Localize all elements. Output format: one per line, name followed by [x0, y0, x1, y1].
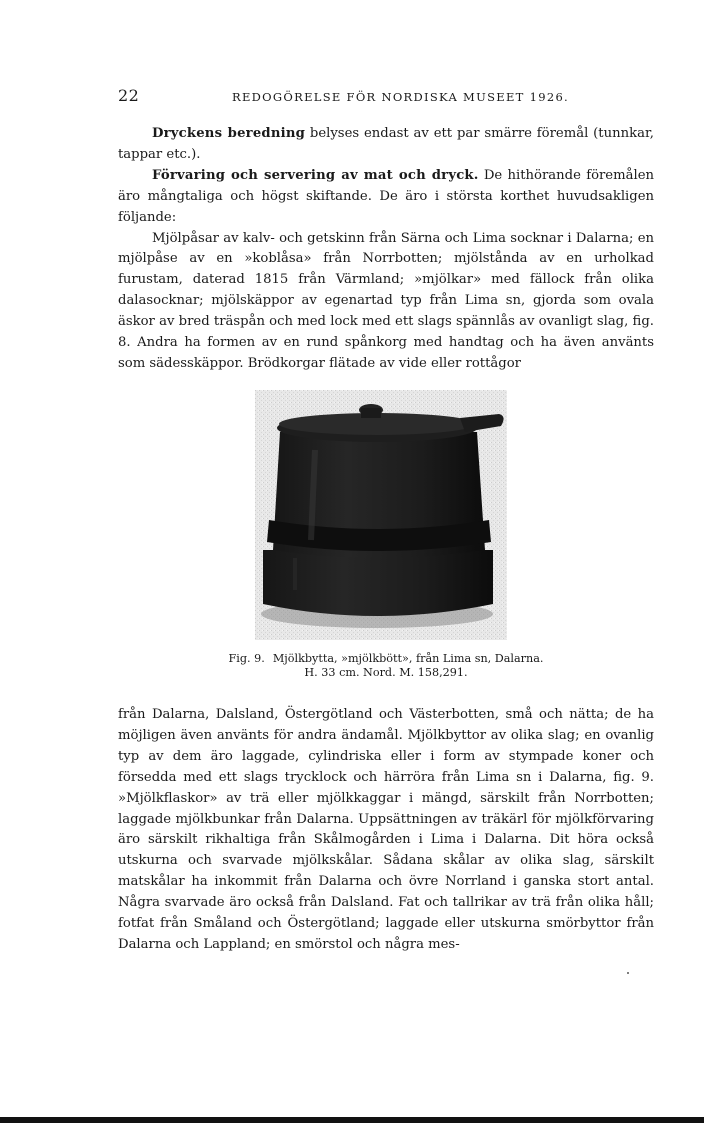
scan-speck	[627, 972, 629, 974]
paragraph-text: belyses endast av ett par smärre föremål (tunnkar, tappar etc.).	[118, 126, 654, 162]
paragraph-dryckens-beredning	[118, 124, 654, 166]
scan-bottom-edge	[0, 1117, 704, 1123]
paragraph-lead: Förvaring och servering av mat och dryck.	[152, 167, 479, 183]
milk-churn-photo-icon	[255, 390, 507, 640]
paragraph-text: De hithörande föremålen äro mångtaliga och högst skiftande. De äro i största korthet huvudsakligen följande:	[118, 167, 654, 225]
figure-9-photo	[255, 390, 507, 640]
figure-caption	[118, 652, 654, 680]
caption-line-1	[118, 652, 654, 666]
body-text-top	[118, 124, 654, 375]
paragraph-mjolpasar	[118, 229, 654, 375]
paragraph-text: Mjölpåsar av kalv- och getskinn från Särna och Lima socknar i Dalarna; en mjölpåse av en »koblåsa» från Norrbotten; mjölstånda av en urholkad furustam, daterad 1815 från Värmland; »mjölkar» med fällock från olika dalasocknar; mjölskäppor av egenartad typ från Lima sn, gjorda som ovala äskor av bred träspån och med lock med ett slags spännlås av ovanligt slag, fig. 8. Andra ha formen av en rund spånkorg med handtag och ha även använts som sädesskäppor. Brödkorgar flätade av vide eller rottågor	[118, 230, 654, 371]
caption-text: Mjölkbytta, »mjölkbött», från Lima sn, Dalarna.	[272, 652, 544, 665]
page-header	[118, 86, 658, 108]
caption-label: Fig. 9.	[228, 652, 265, 665]
running-title: REDOGÖRELSE FÖR NORDISKA MUSEET 1926.	[232, 90, 570, 104]
paragraph-continuation: från Dalarna, Dalsland, Östergötland och Västerbotten, små och nätta; de ha möjligen även använts för andra ändamål. Mjölkbyttor av olika slag; en ovanlig typ av dem äro laggade, cylindriska eller i form av stympade koner och försedda med ett slags trycklock och härröra från Lima sn i Dalarna, fig. 9. »Mjölkflaskor» av trä eller mjölkkaggar i mängd, särskilt från Norrbotten; laggade mjölkbunkar från Dalarna. Uppsättningen av träkärl för mjölkförvaring äro särskilt rikhaltiga från Skålmogården i Lima i Dalarna. Dit höra också utskurna och svarvade mjölkskålar. Sådana skålar av olika slag, särskilt matskålar ha inkommit från Dalarna och övre Norrland i ganska stort antal. Några svarvade äro också från Dalsland. Fat och tallrikar av trä från olika håll; fotfat från Småland och Östergötland; laggade eller utskurna smörbyttor från Dalarna och Lappland; en smörstol och några mes-	[118, 707, 654, 952]
paragraph-lead: Dryckens beredning	[152, 126, 306, 141]
caption-line-2: H. 33 cm. Nord. M. 158,291.	[304, 666, 468, 679]
page-number: 22	[118, 86, 140, 105]
body-text-bottom	[118, 705, 654, 956]
paragraph-forvaring	[118, 166, 654, 229]
